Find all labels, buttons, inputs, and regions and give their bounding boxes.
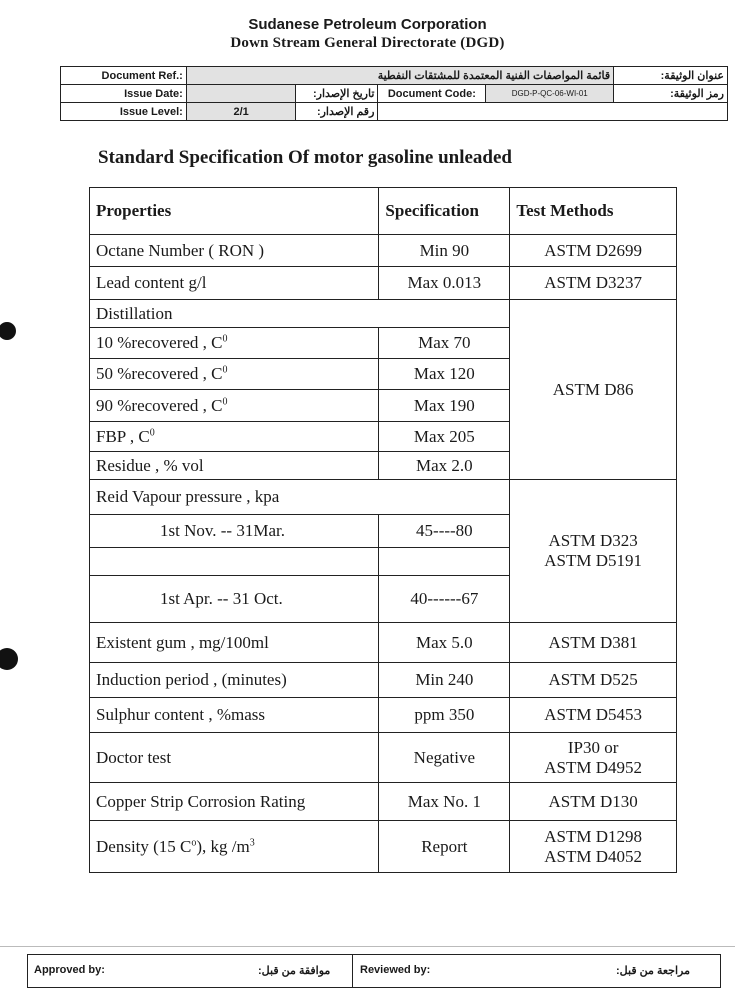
prop-rvp: Reid Vapour pressure , kpa: [90, 480, 510, 515]
punch-hole-bottom: [0, 648, 18, 670]
issue-date-value: [186, 85, 296, 103]
prop-gum: Existent gum , mg/100ml: [90, 623, 379, 663]
spec-d90: Max 190: [379, 390, 510, 422]
reviewed-label-ar: مراجعة من قبل:: [616, 965, 690, 977]
punch-hole-top: [0, 322, 16, 340]
prop-doctor: Doctor test: [90, 733, 379, 783]
rvp-blank-spec: [379, 548, 510, 576]
header-properties: Properties: [90, 188, 379, 235]
page-title: Standard Specification Of motor gasoline unleaded: [98, 147, 512, 168]
method-lead: ASTM D3237: [510, 267, 677, 300]
method-density-2: ASTM D4052: [544, 846, 643, 866]
spec-rvp-winter: 45----80: [379, 515, 510, 548]
prop-rvp-winter: 1st Nov. -- 31Mar.: [90, 515, 379, 548]
header-test-methods: Test Methods: [510, 188, 677, 235]
method-doctor-1: IP30 or: [567, 737, 619, 757]
method-induction: ASTM D525: [510, 663, 677, 698]
doc-title-ar: قائمة المواصفات الفنية المعتمدة للمشتقات النفطية: [186, 67, 613, 85]
spec-rvp-summer: 40------67: [379, 576, 510, 623]
footer-divider: [352, 955, 353, 987]
prop-density: Density (15 $C^o$), kg $/m^3$: [90, 821, 379, 873]
organization-name: Sudanese Petroleum Corporation: [248, 16, 487, 33]
prop-sulphur: Sulphur content , %mass: [90, 698, 379, 733]
method-gum: ASTM D381: [510, 623, 677, 663]
spec-sulphur: ppm 350: [379, 698, 510, 733]
spec-copper: Max No. 1: [379, 783, 510, 821]
doc-title-label-ar: عنوان الوثيقة:: [614, 67, 728, 85]
method-doctor-2: ASTM D4952: [544, 757, 643, 777]
header-specification: Specification: [379, 188, 510, 235]
prop-d90: 90 %recovered , $C^0$: [90, 390, 379, 422]
doc-code-value: DGD-P-QC-06-WI-01: [486, 85, 614, 103]
spec-gum: Max 5.0: [379, 623, 510, 663]
method-rvp-2: ASTM D5191: [544, 551, 643, 570]
prop-d50: 50 %recovered , $C^0$: [90, 359, 379, 390]
approved-label: Approved by:: [34, 964, 105, 976]
spec-density: Report: [379, 821, 510, 873]
approved-label-ar: موافقة من قبل:: [258, 965, 331, 977]
prop-induction: Induction period , (minutes): [90, 663, 379, 698]
method-sulphur: ASTM D5453: [510, 698, 677, 733]
reviewed-label: Reviewed by:: [360, 964, 431, 976]
method-copper: ASTM D130: [510, 783, 677, 821]
prop-d10: 10 %recovered , $C^0$: [90, 328, 379, 359]
method-doctor: [510, 733, 677, 783]
footer-separator: [0, 946, 735, 947]
method-density-1: ASTM D1298: [544, 826, 643, 846]
prop-distillation: Distillation: [90, 300, 510, 328]
method-density: [510, 821, 677, 873]
issue-level-blank: [378, 103, 728, 121]
spec-d10: Max 70: [379, 328, 510, 359]
doc-code-label: Document Code:: [378, 85, 486, 103]
method-rvp-1: ASTM D323: [548, 531, 638, 550]
prop-fbp: FBP , $C^0$: [90, 422, 379, 452]
doc-code-label-ar: رمز الوثيقة:: [614, 85, 728, 103]
directorate-name: Down Stream General Directorate (DGD): [230, 35, 505, 51]
spec-fbp: Max 205: [379, 422, 510, 452]
issue-level-value: 2/1: [186, 103, 296, 121]
method-octane: ASTM D2699: [510, 235, 677, 267]
specification-table: [89, 187, 677, 873]
doc-ref-label: Document Ref.:: [61, 67, 187, 85]
signature-footer: [27, 954, 721, 988]
rvp-blank-prop: [90, 548, 379, 576]
issue-date-label-ar: تاريخ الإصدار:: [296, 85, 378, 103]
prop-octane: Octane Number ( RON ): [90, 235, 379, 267]
spec-residue: Max 2.0: [379, 452, 510, 480]
prop-lead: Lead content g/l: [90, 267, 379, 300]
spec-lead: Max 0.013: [379, 267, 510, 300]
method-rvp: [510, 480, 677, 623]
issue-level-label-ar: رقم الإصدار:: [296, 103, 378, 121]
method-distillation: ASTM D86: [510, 300, 677, 480]
spec-induction: Min 240: [379, 663, 510, 698]
prop-copper: Copper Strip Corrosion Rating: [90, 783, 379, 821]
issue-date-label: Issue Date:: [61, 85, 187, 103]
issue-level-label: Issue Level:: [61, 103, 187, 121]
spec-d50: Max 120: [379, 359, 510, 390]
document-info-table: [60, 66, 728, 121]
prop-residue: Residue , % vol: [90, 452, 379, 480]
spec-octane: Min 90: [379, 235, 510, 267]
prop-rvp-summer: 1st Apr. -- 31 Oct.: [90, 576, 379, 623]
spec-doctor: Negative: [379, 733, 510, 783]
